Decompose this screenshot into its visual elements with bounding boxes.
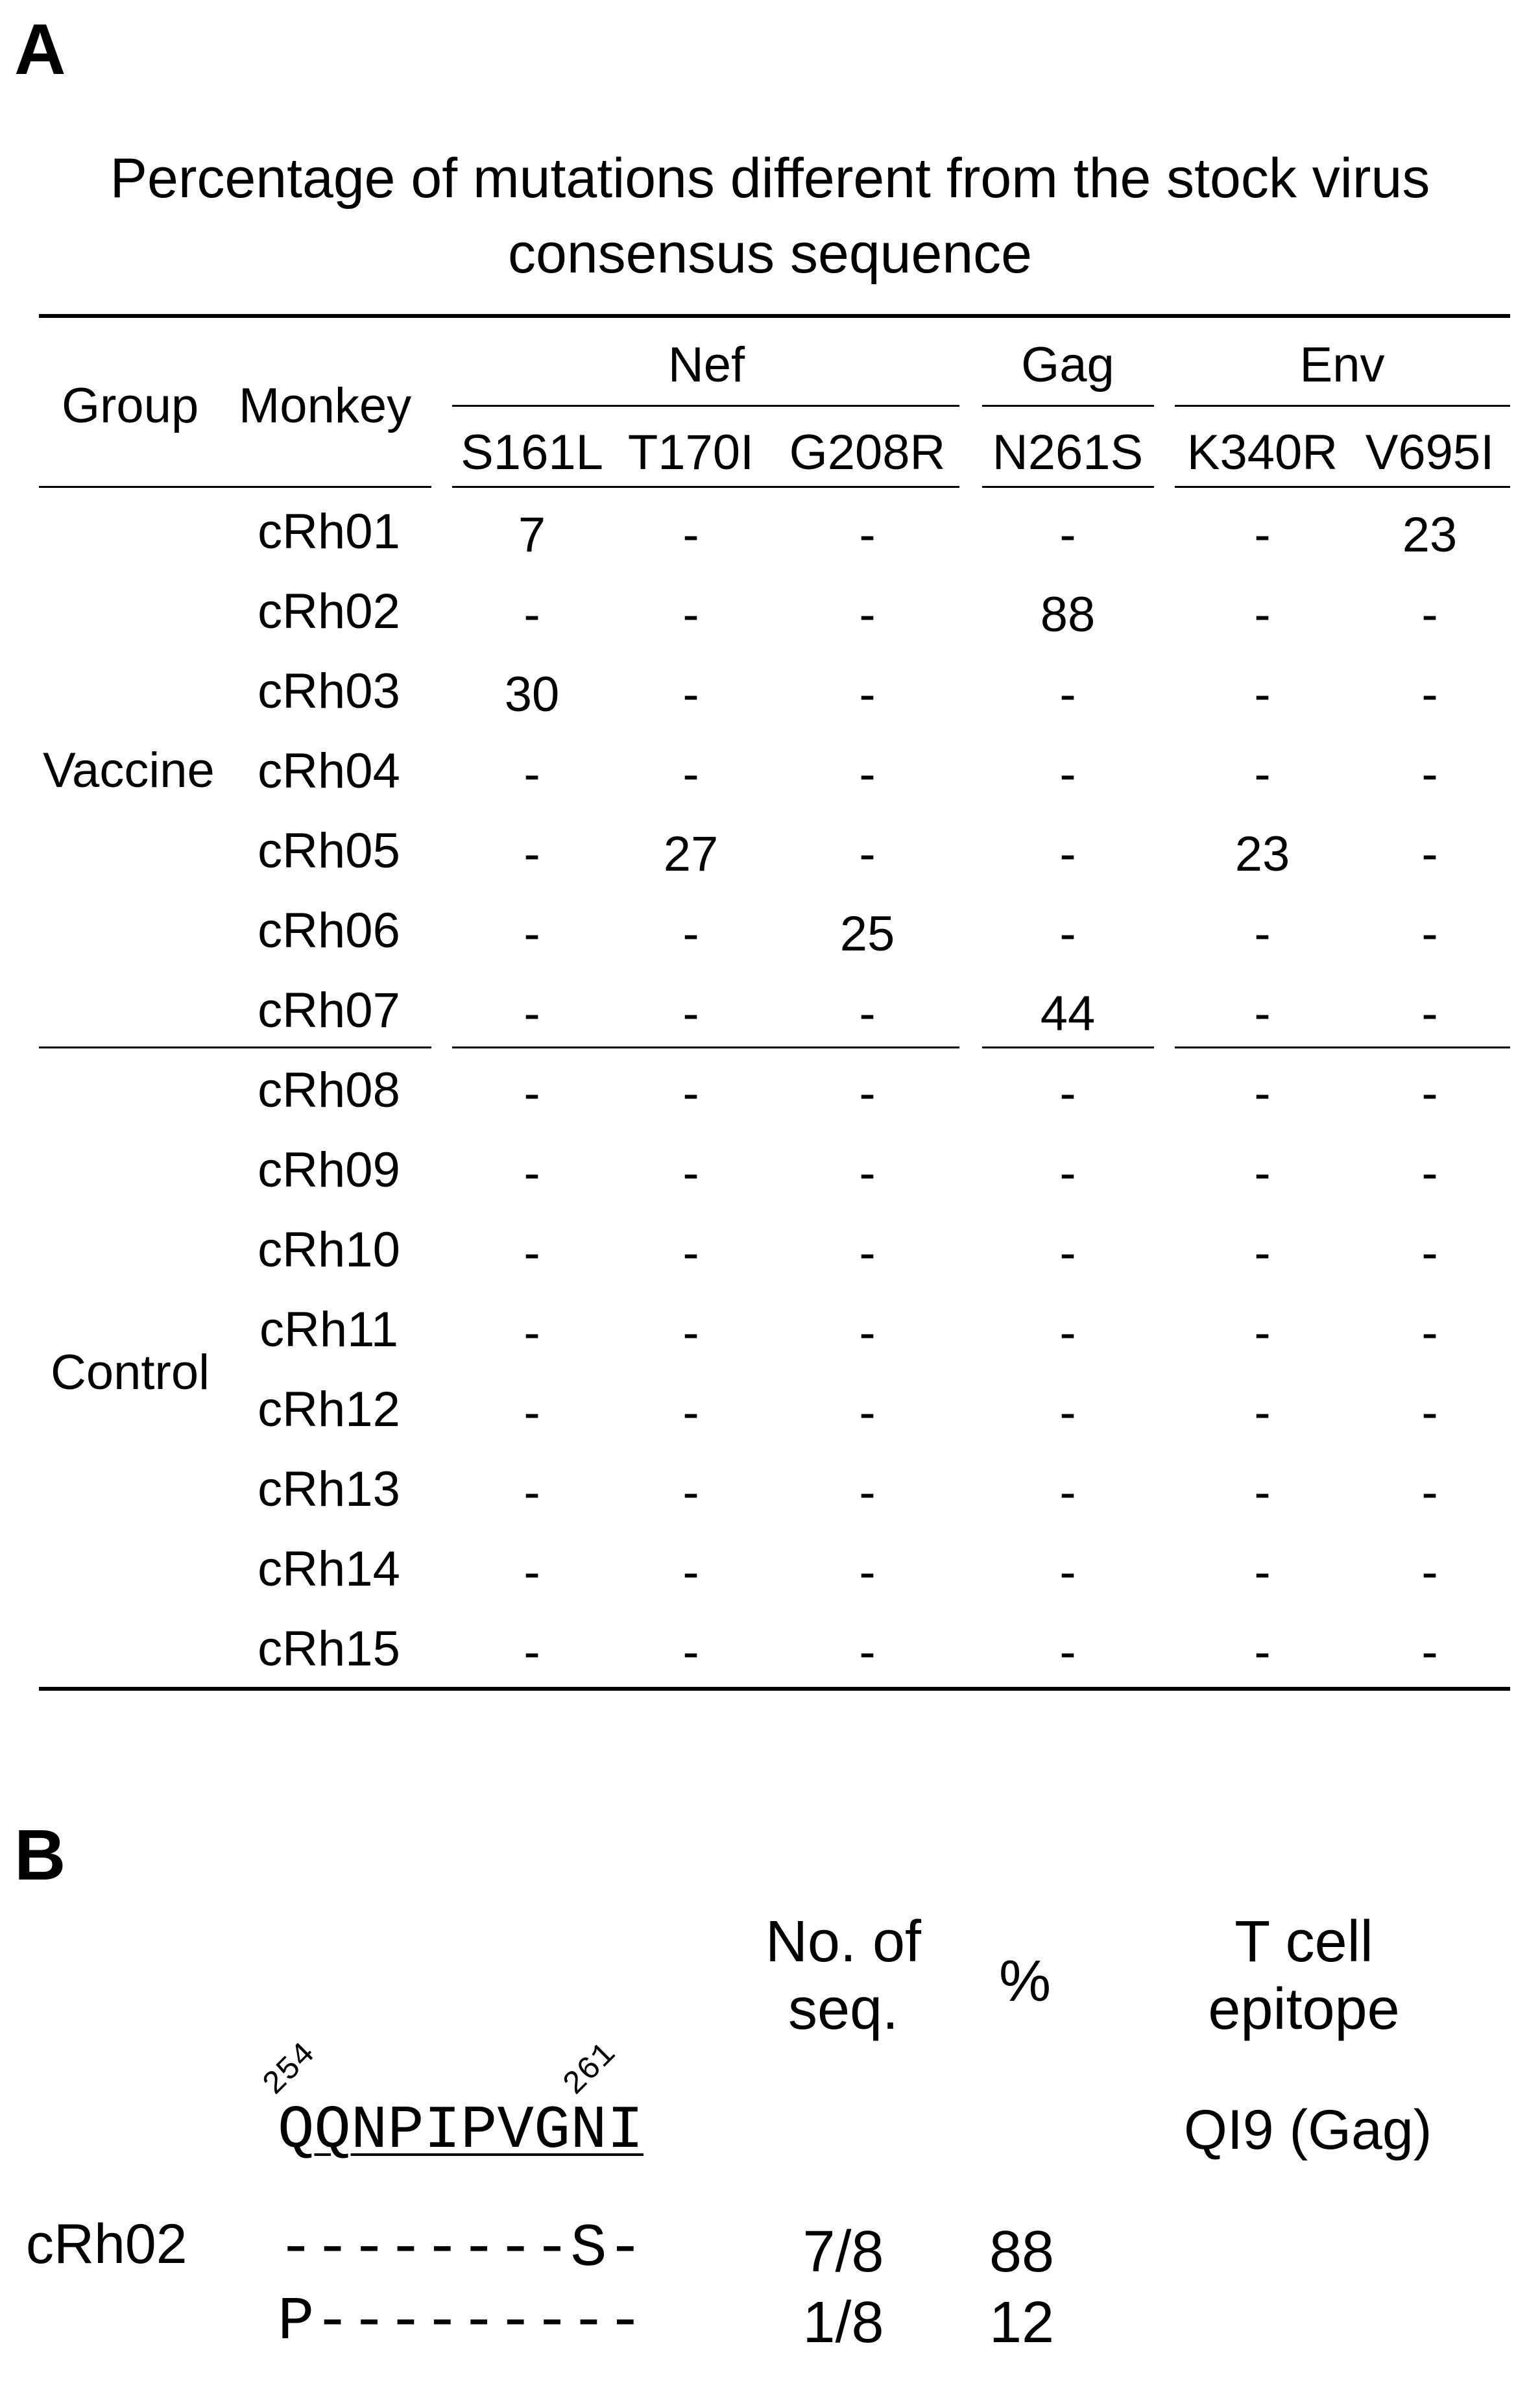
- monkey-id-cell: cRh05: [258, 823, 400, 878]
- mutation-percentage-cell: -: [523, 1146, 540, 1201]
- mutation-percentage-cell: -: [859, 747, 876, 802]
- monkey-id-cell: cRh13: [258, 1462, 400, 1517]
- monkey-id-cell: cRh10: [258, 1222, 400, 1277]
- mutation-percentage-cell: -: [523, 747, 540, 802]
- mutation-percentage-cell: -: [1421, 1545, 1438, 1600]
- mutation-header: V695I: [1365, 425, 1495, 480]
- mutation-percentage-cell: -: [1059, 1625, 1076, 1680]
- mutation-percentage-cell: -: [523, 1625, 540, 1680]
- gene-header-nef: Nef: [668, 337, 745, 393]
- mutation-percentage-cell: -: [682, 1545, 699, 1600]
- mutation-percentage-cell: -: [682, 1625, 699, 1680]
- mutation-percentage-cell: -: [523, 1545, 540, 1600]
- mutation-percentage-cell: -: [859, 1625, 876, 1680]
- col-header-no-of-seq-line2: seq.: [788, 1976, 899, 2042]
- mutation-percentage-cell: 27: [663, 827, 719, 882]
- group-divider-env: [1175, 1046, 1510, 1048]
- mutation-percentage-cell: 30: [504, 667, 560, 722]
- monkey-id-cell: cRh14: [258, 1542, 400, 1597]
- mutation-percentage-cell: -: [859, 1385, 876, 1440]
- mutation-percentage-cell: -: [1059, 827, 1076, 882]
- mutation-percentage-cell: -: [682, 747, 699, 802]
- variant-sequence: P---------: [278, 2288, 644, 2357]
- env-underline: [1175, 405, 1510, 407]
- mutation-percentage-cell: -: [523, 1465, 540, 1520]
- mutation-percentage-cell: -: [682, 1146, 699, 1201]
- mutation-percentage-cell: -: [523, 1385, 540, 1440]
- mutation-percentage-cell: -: [859, 1066, 876, 1121]
- mutation-percentage-cell: -: [682, 507, 699, 562]
- monkey-id-cell: cRh06: [258, 903, 400, 958]
- mutation-percentage-cell: -: [1059, 1465, 1076, 1520]
- table-title-line2: consensus sequence: [507, 223, 1032, 285]
- mutation-percentage-cell: -: [1421, 1146, 1438, 1201]
- mutation-percentage-cell: -: [859, 1545, 876, 1600]
- mutation-percentage-cell: -: [523, 1066, 540, 1121]
- variant-percent: 88: [989, 2220, 1055, 2284]
- monkey-id-cell: cRh07: [258, 983, 400, 1038]
- mutation-percentage-cell: -: [1059, 1545, 1076, 1600]
- mutation-header: G208R: [789, 425, 946, 480]
- mutation-percentage-cell: -: [1059, 1385, 1076, 1440]
- epitope-name: QI9 (Gag): [1184, 2099, 1432, 2161]
- mutation-percentage-cell: -: [1059, 906, 1076, 962]
- table-bottom-rule: [39, 1687, 1510, 1691]
- mutation-percentage-cell: -: [682, 906, 699, 962]
- mutation-percentage-cell: -: [1059, 1066, 1076, 1121]
- group-label-vaccine: Vaccine: [43, 743, 215, 798]
- nef-underline: [452, 405, 959, 407]
- header-bottom-rule-gag: [982, 486, 1154, 488]
- gene-header-env: Env: [1299, 337, 1385, 393]
- panel-b-label: B: [14, 1815, 66, 1895]
- monkey-id-cell: cRh09: [258, 1143, 400, 1198]
- mutation-percentage-cell: -: [682, 1465, 699, 1520]
- reference-sequence: [278, 2097, 644, 2166]
- mutation-percentage-cell: -: [1421, 827, 1438, 882]
- mutation-percentage-cell: -: [682, 667, 699, 722]
- mutation-percentage-cell: 88: [1040, 587, 1096, 642]
- col-header-percent: %: [998, 1949, 1052, 2014]
- mutation-header: K340R: [1186, 425, 1338, 480]
- header-bottom-rule-nef: [452, 486, 959, 488]
- mutation-percentage-cell: -: [1421, 587, 1438, 642]
- mutation-header: T170I: [627, 425, 754, 480]
- mutation-percentage-cell: -: [1421, 1385, 1438, 1440]
- mutation-percentage-cell: -: [859, 667, 876, 722]
- mutation-percentage-cell: -: [1254, 507, 1271, 562]
- mutation-percentage-cell: -: [1254, 1625, 1271, 1680]
- mutation-percentage-cell: -: [682, 1385, 699, 1440]
- col-header-monkey: Monkey: [239, 378, 412, 433]
- mutation-percentage-cell: -: [1254, 1385, 1271, 1440]
- mutation-percentage-cell: -: [1421, 667, 1438, 722]
- monkey-id-cell: cRh15: [258, 1621, 400, 1676]
- variant-monkey-label: cRh02: [26, 2213, 187, 2275]
- col-header-t-cell-epitope: [1208, 1909, 1399, 2043]
- mutation-percentage-cell: 7: [518, 507, 546, 562]
- position-label-start: 254: [256, 2036, 324, 2103]
- group-divider-nef: [452, 1046, 959, 1048]
- mutation-percentage-cell: -: [1421, 906, 1438, 962]
- mutation-header: S161L: [461, 425, 603, 480]
- mutation-percentage-cell: 44: [1040, 986, 1096, 1041]
- mutation-percentage-cell: -: [682, 587, 699, 642]
- mutation-percentage-cell: -: [1421, 986, 1438, 1041]
- mutation-percentage-cell: -: [1059, 1305, 1076, 1361]
- variant-count: 7/8: [802, 2220, 884, 2284]
- mutation-percentage-cell: -: [1421, 1465, 1438, 1520]
- mutation-percentage-cell: -: [1254, 747, 1271, 802]
- col-header-t-cell-epitope-line2: epitope: [1208, 1976, 1400, 2042]
- mutation-percentage-cell: -: [682, 986, 699, 1041]
- mutation-percentage-cell: -: [1059, 1226, 1076, 1281]
- mutation-percentage-cell: -: [1254, 1545, 1271, 1600]
- col-header-group: Group: [62, 378, 199, 433]
- monkey-id-cell: cRh03: [258, 664, 400, 719]
- mutation-percentage-cell: -: [523, 1305, 540, 1361]
- variant-percent: 12: [989, 2290, 1055, 2355]
- mutation-percentage-cell: -: [859, 507, 876, 562]
- mutation-percentage-cell: -: [1421, 1226, 1438, 1281]
- mutation-percentage-cell: -: [1059, 667, 1076, 722]
- mutation-percentage-cell: -: [523, 827, 540, 882]
- variant-count: 1/8: [802, 2290, 884, 2355]
- gene-header-gag: Gag: [1021, 337, 1114, 393]
- mutation-percentage-cell: -: [1254, 1305, 1271, 1361]
- reference-sequence-first: Q: [278, 2097, 315, 2166]
- mutation-percentage-cell: 23: [1234, 827, 1290, 882]
- col-header-t-cell-epitope-line1: T cell: [1234, 1909, 1373, 1974]
- gag-underline: [982, 405, 1154, 407]
- mutation-percentage-cell: -: [1254, 1146, 1271, 1201]
- mutation-percentage-cell: -: [859, 986, 876, 1041]
- mutation-percentage-cell: -: [1254, 667, 1271, 722]
- col-header-no-of-seq-line1: No. of: [765, 1909, 922, 1974]
- reference-sequence-epitope: QNPIPVGNI: [314, 2097, 644, 2166]
- mutation-percentage-cell: -: [1421, 1625, 1438, 1680]
- monkey-id-cell: cRh11: [259, 1302, 399, 1357]
- mutation-percentage-cell: -: [859, 827, 876, 882]
- group-divider-left: [39, 1046, 431, 1048]
- table-title-line1: Percentage of mutations different from the stock virus: [110, 147, 1430, 210]
- mutation-percentage-cell: -: [682, 1305, 699, 1361]
- header-bottom-rule-left: [39, 486, 431, 488]
- mutation-percentage-cell: -: [523, 1226, 540, 1281]
- col-header-no-of-seq: [765, 1909, 921, 2043]
- mutation-percentage-cell: 25: [839, 906, 895, 962]
- mutation-percentage-cell: -: [1421, 1305, 1438, 1361]
- header-bottom-rule-env: [1175, 486, 1510, 488]
- mutation-percentage-cell: -: [1059, 507, 1076, 562]
- position-label-end: 261: [556, 2036, 624, 2103]
- mutation-percentage-cell: -: [1254, 1465, 1271, 1520]
- panel-a-label: A: [14, 10, 66, 90]
- monkey-id-cell: cRh08: [258, 1063, 400, 1118]
- mutation-percentage-cell: -: [1254, 906, 1271, 962]
- mutation-percentage-cell: -: [859, 1305, 876, 1361]
- mutation-percentage-cell: -: [1254, 1226, 1271, 1281]
- monkey-id-cell: cRh04: [258, 744, 400, 799]
- monkey-id-cell: cRh01: [258, 504, 400, 559]
- mutation-percentage-cell: -: [523, 906, 540, 962]
- mutation-percentage-cell: -: [523, 587, 540, 642]
- mutation-percentage-cell: -: [859, 587, 876, 642]
- mutation-percentage-cell: -: [1254, 1066, 1271, 1121]
- group-divider-gag: [982, 1046, 1154, 1048]
- mutation-percentage-cell: -: [1421, 1066, 1438, 1121]
- mutation-percentage-cell: -: [1254, 587, 1271, 642]
- mutation-percentage-cell: 23: [1402, 507, 1458, 562]
- mutation-percentage-cell: -: [523, 986, 540, 1041]
- table-top-rule: [39, 314, 1510, 318]
- monkey-id-cell: cRh12: [258, 1382, 400, 1437]
- mutation-percentage-cell: -: [1254, 986, 1271, 1041]
- mutation-header: N261S: [992, 425, 1144, 480]
- mutation-percentage-cell: -: [682, 1226, 699, 1281]
- mutation-percentage-cell: -: [859, 1226, 876, 1281]
- mutation-percentage-cell: -: [859, 1465, 876, 1520]
- mutation-percentage-cell: -: [1059, 747, 1076, 802]
- mutation-percentage-cell: -: [1421, 747, 1438, 802]
- mutation-percentage-cell: -: [682, 1066, 699, 1121]
- variant-sequence: --------S-: [278, 2215, 644, 2284]
- mutation-percentage-cell: -: [1059, 1146, 1076, 1201]
- mutation-percentage-cell: -: [859, 1146, 876, 1201]
- monkey-id-cell: cRh02: [258, 584, 400, 639]
- group-label-control: Control: [51, 1345, 210, 1400]
